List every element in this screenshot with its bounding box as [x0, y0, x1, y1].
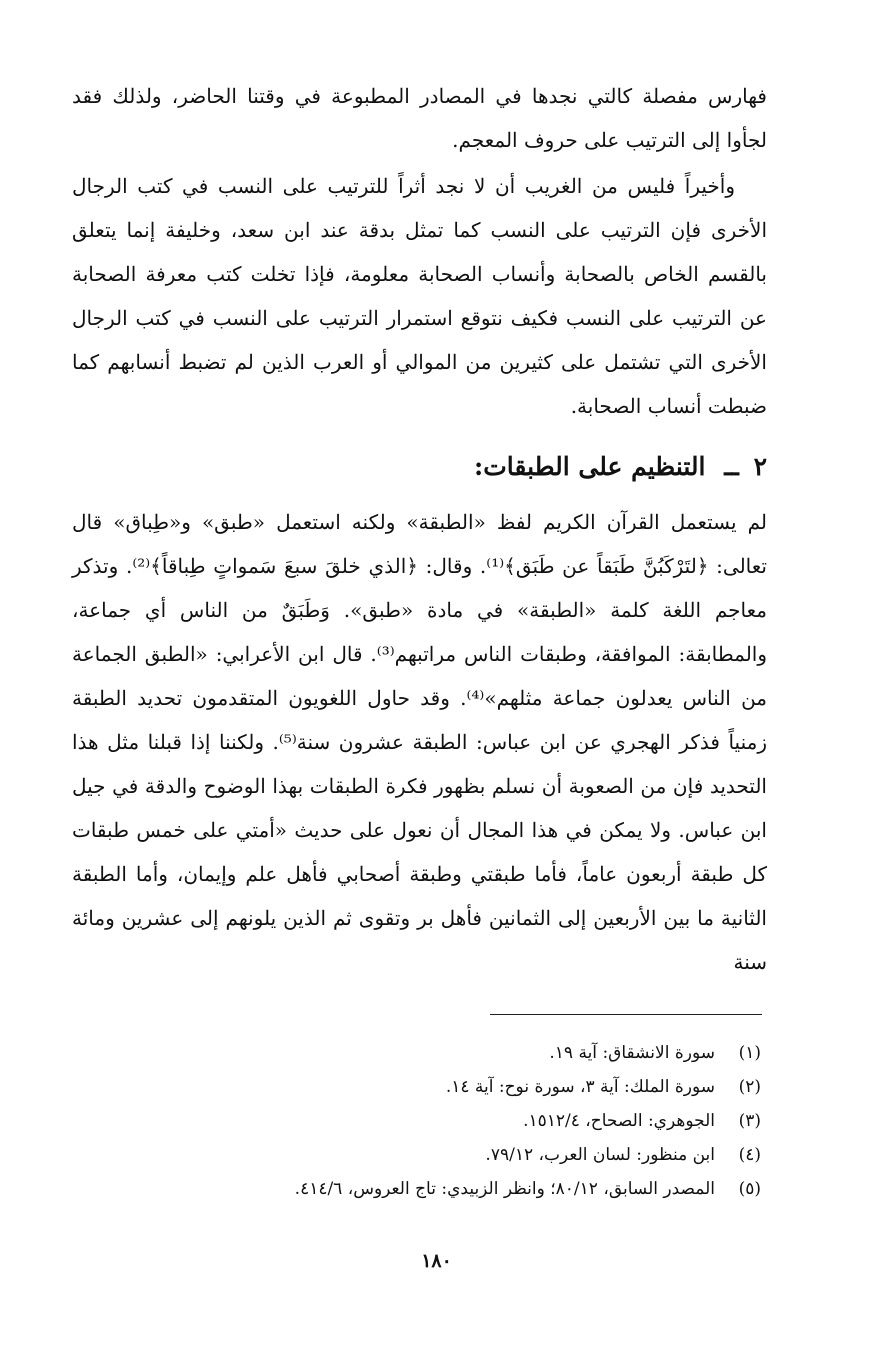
paragraph-lineage-ordering: وأخيراً فليس من الغريب أن لا نجد أثراً للترتيب على النسب في كتب الرجال الأخرى فإن الترتيب على النسب كما تمثل بدقة عند ابن سعد، وخليفة إنما يتعلق بالقسم الخاص بالصحابة وأنساب الصحابة معلومة، فإذا تخلت كتب معرفة الصحابة عن الترتيب على النسب فكيف نتوقع استمرار الترتيب على النسب في كتب الرجال الأخرى التي تشتمل على كثيرين من الموالي أو العرب الذين لم تضبط أنسابهم كما ضبطت أنساب الصحابة. — [72, 174, 767, 418]
footnote-number: (٤) — [738, 1145, 761, 1165]
footnote-text: المصدر السابق، ٨٠/١٢؛ وانظر الزبيدي: تاج العروس، ٤١٤/٦. — [294, 1179, 715, 1199]
footnotes-list — [161, 1036, 761, 1206]
footnote-item — [161, 1036, 761, 1070]
footnote-number: (٢) — [738, 1077, 761, 1097]
footnote-text: سورة الملك: آية ٣، سورة نوح: آية ١٤. — [445, 1077, 715, 1097]
footnote-item — [161, 1104, 761, 1138]
footnote-text: الجوهري: الصحاح، ١٥١٢/٤. — [523, 1111, 715, 1131]
footnote-item — [161, 1138, 761, 1172]
footnote-number: (١) — [738, 1043, 761, 1063]
section-number: ٢ — [753, 452, 767, 481]
footnote-item — [161, 1070, 761, 1104]
main-text — [72, 74, 767, 984]
section-heading — [72, 442, 767, 492]
footnote-number: (٣) — [738, 1111, 761, 1131]
footnote-divider — [490, 1014, 762, 1015]
paragraph-tabaqat: لم يستعمل القرآن الكريم لفظ «الطبقة» ولكنه استعمل «طبق» و«طِباق» قال تعالى: ﴿لتَرْكَبُنَّ طَبَقاً عن طَبَق﴾⁽¹⁾. وقال: ﴿الذي خلقَ سبعَ سَمواتٍ طِباقاً﴾⁽²⁾. وتذكر معاجم اللغة كلمة «الطبقة» في مادة «طبق». وَطَبَقٌ من الناس أي جماعة، والمطابقة: الموافقة، وطبقات الناس مراتبهم⁽³⁾. قال ابن الأعرابي: «الطبق الجماعة من الناس يعدلون جماعة مثلهم»⁽⁴⁾. وقد حاول اللغويون المتقدمون تحديد الطبقة زمنياً فذكر الهجري عن ابن عباس: الطبقة عشرون سنة⁽⁵⁾. ولكننا إذا قبلنا مثل هذا التحديد فإن من الصعوبة أن نسلم بظهور فكرة الطبقات بهذا الوضوح والدقة في جيل ابن عباس. ولا يمكن في هذا المجال أن نعول على حديث «أمتي على خمس طبقات كل طبقة أربعون عاماً، فأما طبقتي وطبقة أصحابي فأهل علم وإيمان، وأما الطبقة الثانية ما بين الأربعين إلى الثمانين فأهل بر وتقوى ثم الذين يلونهم إلى عشرين ومائة سنة — [72, 510, 768, 974]
footnote-number: (٥) — [738, 1179, 761, 1199]
page-number: ١٨٠ — [421, 1250, 452, 1272]
paragraph-continuation: فهارس مفصلة كالتي نجدها في المصادر المطبوعة في وقتنا الحاضر، ولذلك فقد لجأوا إلى الترتيب على حروف المعجم. — [72, 84, 767, 152]
section-title: التنظيم على الطبقات: — [474, 452, 706, 481]
footnote-text: ابن منظور: لسان العرب، ٧٩/١٢. — [485, 1145, 715, 1165]
section-dash: ــ — [724, 452, 739, 481]
footnote-text: سورة الانشقاق: آية ١٩. — [549, 1043, 715, 1063]
footnote-item — [161, 1172, 761, 1206]
